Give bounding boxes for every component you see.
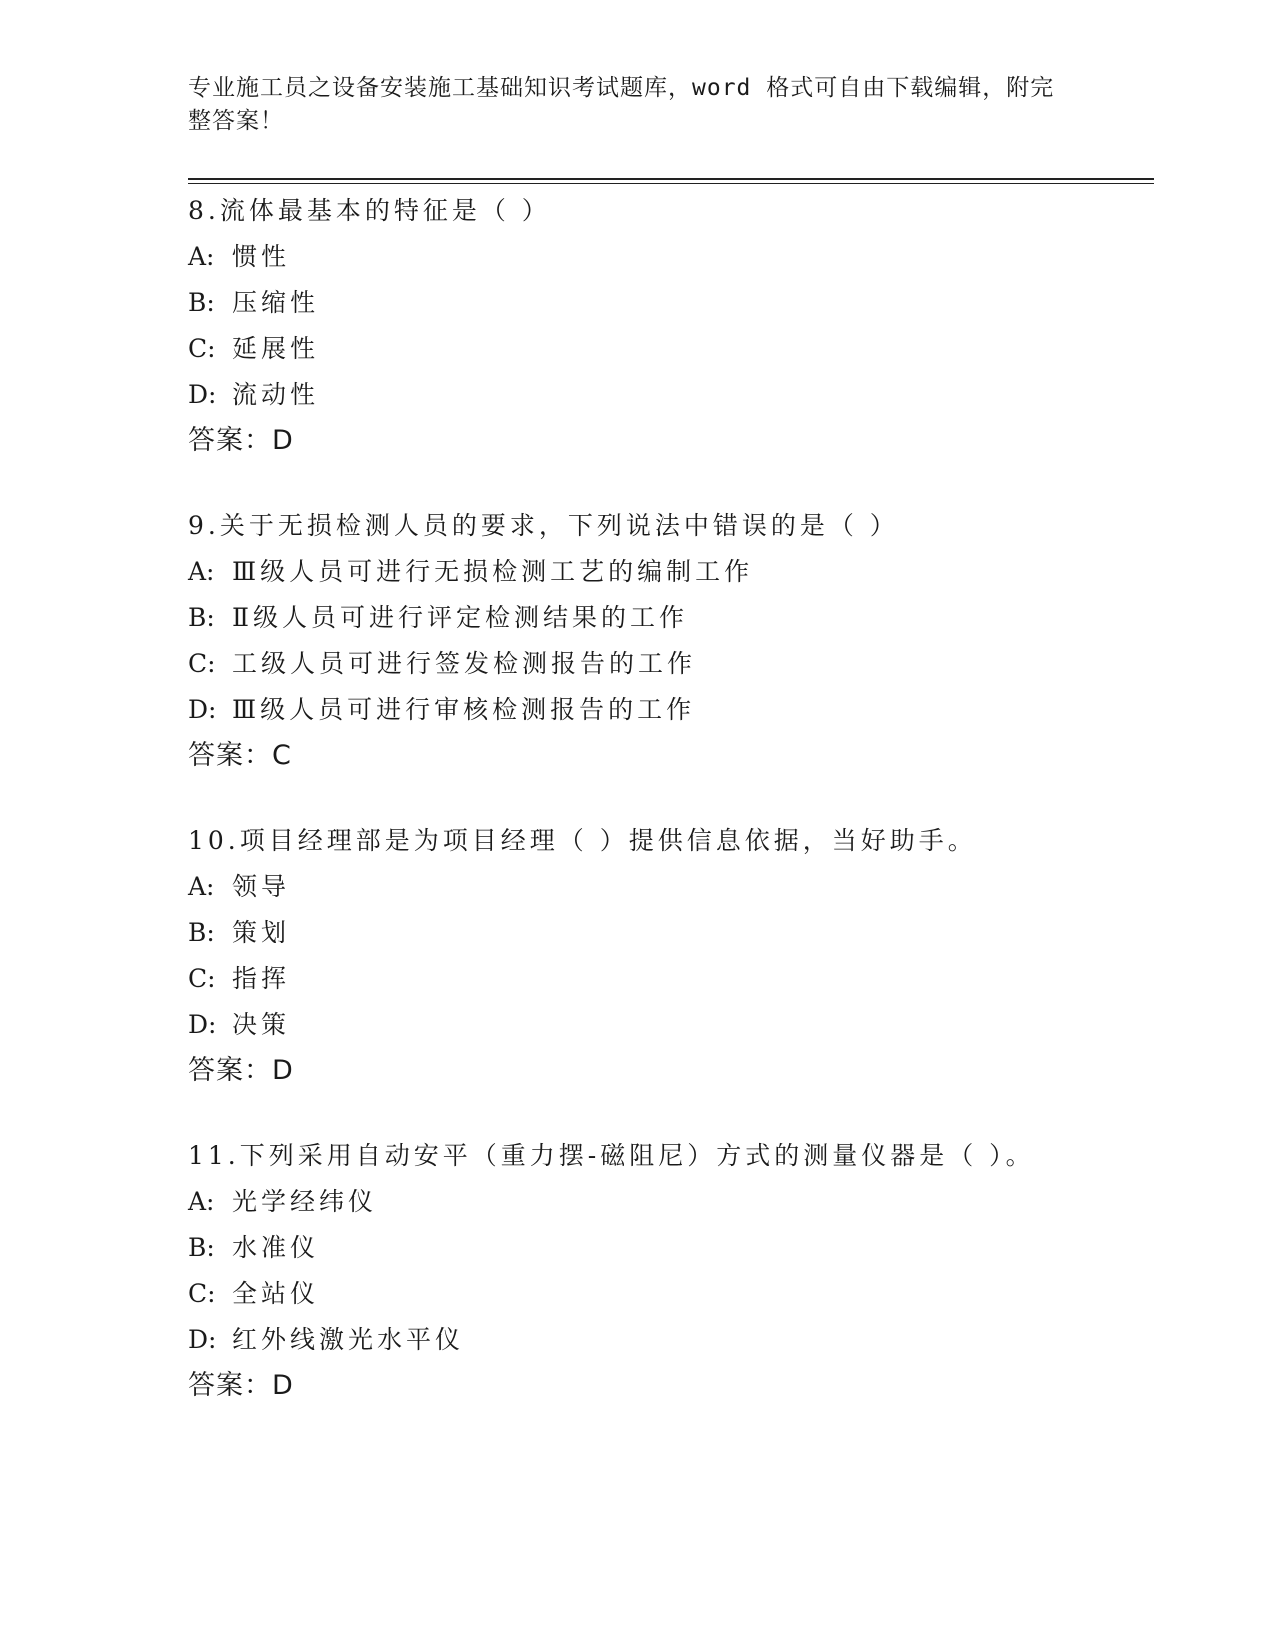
option-text: 全站仪 (232, 1279, 320, 1308)
option-c (188, 326, 1148, 372)
answer-line: 答案：D (188, 1055, 294, 1086)
question-stem: 11.下列采用自动安平（重力摆-磁阻尼）方式的测量仪器是（ ）。 (188, 1141, 1035, 1170)
question-stem: 8.流体最基本的特征是（ ） (188, 196, 551, 225)
option-text: 策划 (232, 918, 291, 947)
option-key: D: (188, 695, 217, 724)
option-text: 延展性 (232, 334, 320, 363)
option-key: A: (188, 872, 215, 901)
option-d (188, 687, 1148, 733)
option-key: C: (188, 334, 216, 363)
option-key: C: (188, 964, 216, 993)
option-text: 工级人员可进行签发检测报告的工作 (232, 649, 697, 678)
answer-line: 答案：D (188, 1370, 294, 1401)
option-key: A: (188, 557, 215, 586)
option-d (188, 372, 1148, 418)
answer-line: 答案：C (188, 740, 292, 771)
option-text: Ⅱ级人员可进行评定检测结果的工作 (232, 603, 688, 632)
option-d (188, 1002, 1148, 1048)
option-key: B: (188, 288, 215, 317)
option-text: 决策 (232, 1010, 291, 1039)
question-stem: 9.关于无损检测人员的要求，下列说法中错误的是（ ） (188, 511, 899, 540)
option-text: 指挥 (232, 964, 291, 993)
option-text: 惯性 (232, 242, 291, 271)
option-text: 领导 (232, 872, 291, 901)
option-a (188, 549, 1148, 595)
option-key: C: (188, 1279, 216, 1308)
option-text: 光学经纬仪 (232, 1187, 378, 1216)
option-b (188, 595, 1148, 641)
option-key: D: (188, 380, 217, 409)
option-c (188, 1271, 1148, 1317)
answer-line: 答案：D (188, 425, 294, 456)
question-10 (188, 818, 1148, 1094)
option-a (188, 234, 1148, 280)
option-key: D: (188, 1325, 217, 1354)
header-divider (188, 178, 1154, 184)
option-text: 流动性 (232, 380, 320, 409)
option-key: B: (188, 918, 215, 947)
question-list (188, 188, 1148, 1448)
option-b (188, 910, 1148, 956)
option-text: Ⅲ级人员可进行审核检测报告的工作 (232, 695, 696, 724)
option-d (188, 1317, 1148, 1363)
option-c (188, 956, 1148, 1002)
option-text: 压缩性 (232, 288, 320, 317)
option-c (188, 641, 1148, 687)
option-b (188, 280, 1148, 326)
option-b (188, 1225, 1148, 1271)
option-key: D: (188, 1010, 217, 1039)
option-a (188, 1179, 1148, 1225)
option-key: A: (188, 1187, 215, 1216)
option-key: B: (188, 603, 215, 632)
option-text: 红外线激光水平仪 (232, 1325, 465, 1354)
question-stem: 10.项目经理部是为项目经理（ ）提供信息依据，当好助手。 (188, 826, 977, 855)
document-header (188, 72, 1068, 138)
question-11 (188, 1133, 1148, 1409)
option-a (188, 864, 1148, 910)
option-key: C: (188, 649, 216, 678)
question-9 (188, 503, 1148, 779)
option-key: B: (188, 1233, 215, 1262)
header-text: 专业施工员之设备安装施工基础知识考试题库，word 格式可自由下载编辑，附完整答案！ (188, 75, 1055, 134)
option-key: A: (188, 242, 215, 271)
question-8 (188, 188, 1148, 464)
option-text: Ⅲ级人员可进行无损检测工艺的编制工作 (232, 557, 754, 586)
option-text: 水准仪 (232, 1233, 320, 1262)
